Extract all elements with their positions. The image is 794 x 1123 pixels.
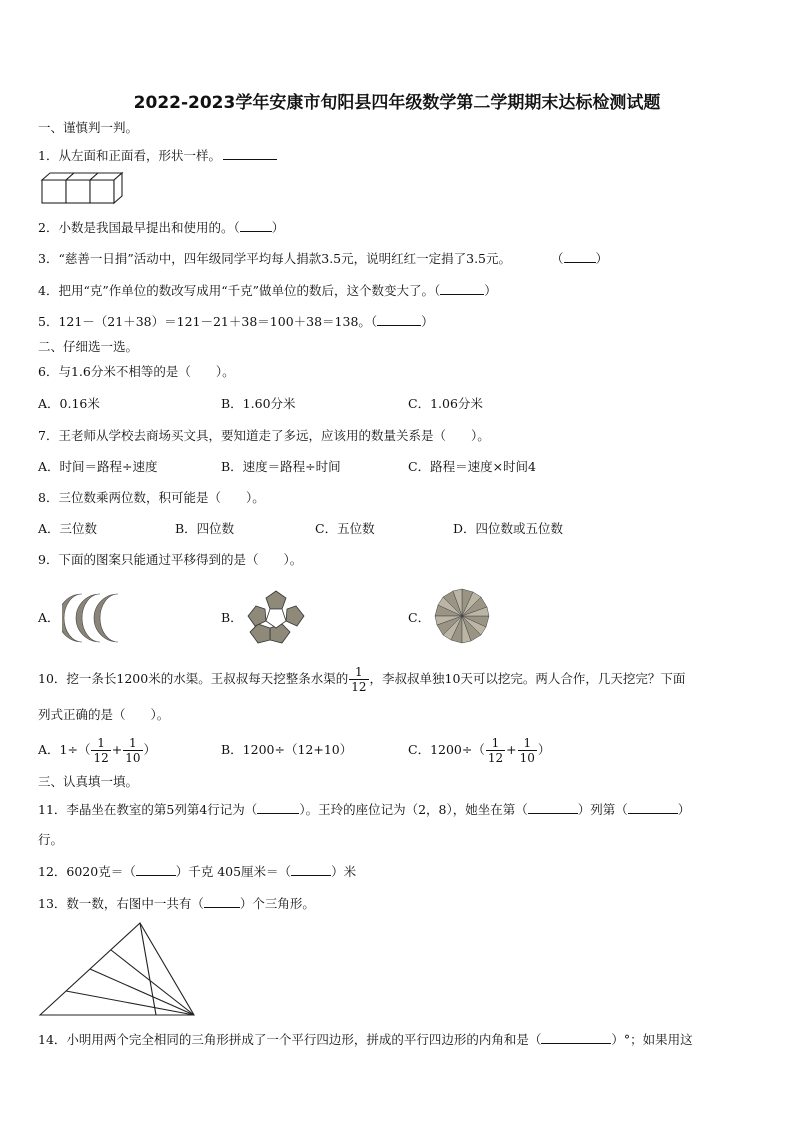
q6-option-a[interactable]: A．0.16米 bbox=[38, 396, 100, 411]
question-10-text-cont: ，李叔叔单独10天可以挖完。两人合作，几天挖完？下面 bbox=[369, 671, 686, 686]
question-4-text: 4．把用“克”作单位的数改写成用“千克”做单位的数后，这个数变大了。（ bbox=[38, 283, 441, 298]
paren-close: ） bbox=[421, 314, 434, 329]
paren-open: （ bbox=[551, 251, 564, 266]
q7-option-a[interactable]: A．时间＝路程÷速度 bbox=[38, 459, 158, 474]
fraction-1-10: $\frac{1}{10}$ bbox=[125, 736, 141, 765]
paren-close: ） bbox=[271, 220, 285, 235]
fraction-1-10: $\frac{1}{10}$ bbox=[519, 736, 535, 765]
question-11: 11．李晶坐在教室的第5列第4行记为（ ）。王玲的座位记为（2，8），她坐在第（ ）列第（ ） bbox=[38, 802, 691, 817]
answer-blank[interactable] bbox=[257, 801, 299, 814]
answer-blank[interactable] bbox=[528, 801, 578, 814]
answer-blank[interactable] bbox=[136, 863, 176, 876]
q10-option-a[interactable]: A．1÷（ $\frac{1}{12}$ + $\frac{1}{10}$ ） bbox=[38, 736, 157, 765]
page-title: 2022-2023学年安康市旬阳县四年级数学第二学期期末达标检测试题 bbox=[133, 93, 661, 113]
question-13: 13．数一数，右图中一共有（ ）个三角形。 bbox=[38, 896, 315, 911]
triangles-figure bbox=[38, 920, 198, 1018]
cubes-figure bbox=[40, 170, 126, 206]
section-2-heading: 二、仔细选一选。 bbox=[38, 339, 139, 354]
q8-option-b[interactable]: B．四位数 bbox=[175, 521, 235, 536]
q9-option-a[interactable]: A． bbox=[38, 610, 60, 625]
question-6: 6．与1.6分米不相等的是（ ）。 bbox=[38, 364, 235, 379]
q9-option-b[interactable]: B． bbox=[221, 610, 243, 625]
question-7: 7．王老师从学校去商场买文具，要知道走了多远，应该用的数量关系是（ ）。 bbox=[38, 428, 490, 443]
answer-blank[interactable] bbox=[377, 313, 421, 326]
q10-option-b[interactable]: B．1200÷（12+10） bbox=[221, 742, 353, 757]
q7-option-c[interactable]: C．路程＝速度×时间4 bbox=[408, 459, 536, 474]
answer-blank[interactable] bbox=[204, 895, 240, 908]
q8-option-d[interactable]: D．四位数或五位数 bbox=[453, 521, 564, 536]
fraction-1-12: $\frac{1}{12}$ bbox=[487, 736, 504, 765]
answer-blank[interactable] bbox=[223, 147, 277, 160]
question-4 bbox=[38, 282, 497, 299]
fraction-1-12: $\frac{1}{12}$ bbox=[351, 665, 367, 694]
question-3-text: 3．“慈善一日捐”活动中，四年级同学平均每人捐款3.5元，说明红红一定捐了3.5元。 bbox=[38, 251, 511, 266]
section-3-heading: 三、认真填一填。 bbox=[38, 774, 139, 789]
question-10-line2: 列式正确的是（ ）。 bbox=[38, 707, 170, 722]
crescent-moons-image bbox=[62, 590, 130, 646]
fraction-1-12: $\frac{1}{12}$ bbox=[93, 736, 109, 765]
q9-option-c[interactable]: C． bbox=[408, 610, 431, 625]
q6-option-b[interactable]: B．1.60分米 bbox=[221, 396, 296, 411]
question-5 bbox=[38, 313, 434, 330]
answer-blank[interactable] bbox=[240, 219, 272, 232]
q8-option-c[interactable]: C．五位数 bbox=[315, 521, 375, 536]
question-10-text: 10．挖一条长1200米的水渠。王叔叔每天挖整条水渠的 bbox=[38, 671, 349, 686]
question-12: 12．6020克＝（ ）千克 405厘米＝（ ）米 bbox=[38, 864, 357, 879]
answer-blank[interactable] bbox=[541, 1031, 611, 1044]
question-1-text: 1．从左面和正面看，形状一样。 bbox=[38, 148, 221, 163]
question-11-cont: 行。 bbox=[38, 832, 64, 847]
question-8: 8．三位数乘两位数，积可能是（ ）。 bbox=[38, 490, 265, 505]
answer-blank[interactable] bbox=[291, 863, 331, 876]
question-5-text: 5．121－（21＋38）＝121－21＋38＝100＋38＝138。（ bbox=[38, 314, 378, 329]
question-9: 9．下面的图案只能通过平移得到的是（ ）。 bbox=[38, 552, 303, 567]
question-1 bbox=[38, 147, 277, 164]
paren-close: ） bbox=[484, 283, 497, 298]
question-2-text: 2．小数是我国最早提出和使用的。（ bbox=[38, 220, 240, 235]
paren-close: ） bbox=[595, 251, 609, 266]
q8-option-a[interactable]: A．三位数 bbox=[38, 521, 98, 536]
q7-option-b[interactable]: B．速度＝路程÷时间 bbox=[221, 459, 341, 474]
question-2 bbox=[38, 219, 284, 236]
answer-blank[interactable] bbox=[628, 801, 678, 814]
section-1-heading: 一、谨慎判一判。 bbox=[38, 120, 139, 135]
q6-option-c[interactable]: C．1.06分米 bbox=[408, 396, 483, 411]
pinwheel-image bbox=[432, 586, 492, 646]
answer-blank[interactable] bbox=[564, 250, 596, 263]
question-3 bbox=[38, 250, 608, 267]
pentagon-flower-image bbox=[244, 588, 308, 646]
question-14: 14．小明用两个完全相同的三角形拼成了一个平行四边形，拼成的平行四边形的内角和是（ ）°；如果用这 bbox=[38, 1032, 693, 1047]
question-10-line1 bbox=[38, 662, 685, 696]
answer-blank[interactable] bbox=[440, 282, 484, 295]
q10-option-c[interactable]: C．1200÷（ $\frac{1}{12}$ + $\frac{1}{10}$ ） bbox=[408, 736, 551, 765]
